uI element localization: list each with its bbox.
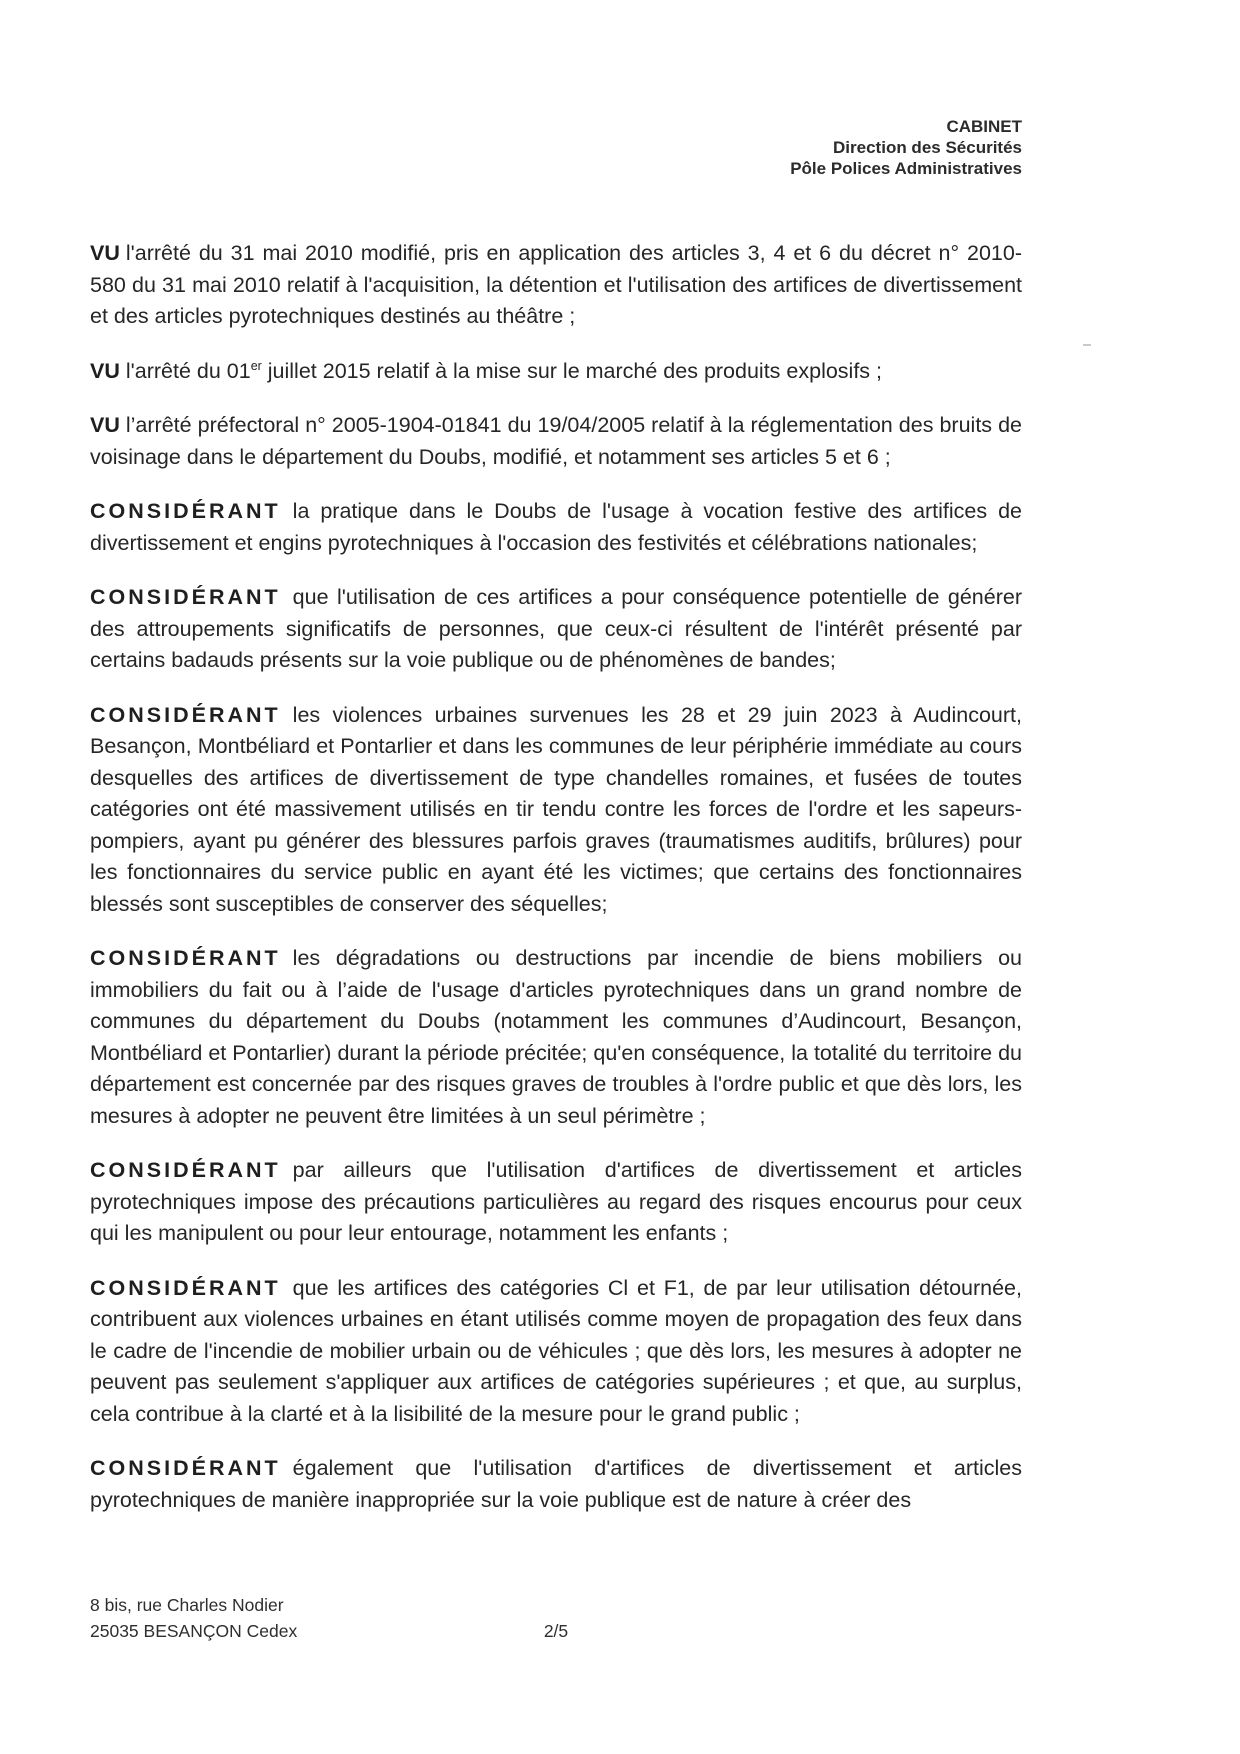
letterhead (790, 116, 1022, 179)
considerant-label: CONSIDÉRANT (90, 1456, 281, 1480)
paragraph-text (126, 359, 882, 383)
footer-address-city: 25035 BESANÇON Cedex (90, 1621, 298, 1641)
vu-label: VU (90, 241, 120, 265)
considerant-paragraph-6 (90, 1273, 1022, 1431)
vu-paragraph-2 (90, 356, 1022, 388)
considerant-label: CONSIDÉRANT (90, 702, 281, 727)
considerant-paragraph-1 (90, 496, 1022, 559)
paragraph-text: également que l'utilisation d'artifices de divertissement et articles pyrotechniques de manière inappropriée sur la voie publique est de nature à créer des (90, 1456, 1022, 1512)
footer-address-street: 8 bis, rue Charles Nodier (90, 1595, 284, 1615)
paragraph-text: l’arrêté préfectoral n° 2005-1904-01841 du 19/04/2005 relatif à la réglementation des bruits de voisinage dans le département du Doubs, modifié, et notamment ses articles 5 et 6 ; (90, 413, 1022, 469)
paragraph-text: la pratique dans le Doubs de l'usage à vocation festive des artifices de divertissement et engins pyrotechniques à l'occasion des festivités et célébrations nationales; (90, 499, 1022, 555)
document-body (90, 238, 1022, 1539)
scan-artifact (1083, 344, 1091, 346)
paragraph-text: que l'utilisation de ces artifices a pour conséquence potentielle de générer des attroupements significatifs de personnes, que ceux-ci résultent de l'intérêt présenté par certains badauds présents sur la voie publique ou de phénomènes de bandes; (90, 585, 1022, 672)
ordinal-superscript: er (250, 358, 262, 373)
considerant-paragraph-2 (90, 582, 1022, 677)
paragraph-text: que les artifices des catégories Cl et F1, de par leur utilisation détournée, contribuent aux violences urbaines en étant utilisés comme moyen de propagation des feux dans le cadre de l'incendie de mobilier urbain ou de véhicules ; que dès lors, les mesures à adopter ne peuvent pas seulement s'appliquer aux artifices de catégories supérieures ; et que, au surplus, cela contribue à la clarté et à la lisibilité de la mesure pour le grand public ; (90, 1275, 1022, 1426)
vu-label: VU (90, 413, 120, 437)
vu-paragraph-3 (90, 410, 1022, 473)
considerant-paragraph-4 (90, 943, 1022, 1132)
letterhead-direction: Direction des Sécurités (833, 138, 1022, 157)
considerant-label: CONSIDÉRANT (90, 1275, 281, 1300)
paragraph-text-post: juillet 2015 relatif à la mise sur le marché des produits explosifs ; (261, 358, 883, 383)
paragraph-text-pre: l'arrêté du 01 (125, 358, 251, 383)
considerant-paragraph-5 (90, 1155, 1022, 1250)
paragraph-text: les violences urbaines survenues les 28 et 29 juin 2023 à Audincourt, Besançon, Montbéliard et Pontarlier et dans les communes de leur périphérie immédiate au cours desquelles des artifices de divertissement de type chandelles romaines, et fusées de toutes catégories ont été massivement utilisés en tir tendu contre les forces de l'ordre et les sapeurs-pompiers, ayant pu générer des blessures parfois graves (traumatismes auditifs, brûlures) pour les fonctionnaires du service public en ayant été les victimes; que certains des fonctionnaires blessés sont susceptibles de conserver des séquelles; (90, 702, 1022, 916)
paragraph-text: par ailleurs que l'utilisation d'artifices de divertissement et articles pyrotechniques impose des précautions particulières au regard des risques encourus pour ceux qui les manipulent ou pour leur entourage, notamment les enfants ; (90, 1158, 1022, 1245)
paragraph-text: l'arrêté du 31 mai 2010 modifié, pris en application des articles 3, 4 et 6 du décret n° 2010-580 du 31 mai 2010 relatif à l'acquisition, la détention et l'utilisation des artifices de divertissement et des articles pyrotechniques destinés au théâtre ; (90, 241, 1022, 328)
vu-label: VU (90, 358, 120, 383)
considerant-paragraph-7 (90, 1453, 1022, 1516)
page-number: 2/5 (543, 1621, 569, 1641)
considerant-label: CONSIDÉRANT (90, 585, 281, 609)
considerant-label: CONSIDÉRANT (90, 499, 281, 523)
considerant-paragraph-3 (90, 700, 1022, 921)
considerant-label: CONSIDÉRANT (90, 1158, 281, 1182)
considerant-label: CONSIDÉRANT (90, 946, 281, 970)
vu-paragraph-1 (90, 238, 1022, 333)
paragraph-text: les dégradations ou destructions par incendie de biens mobiliers ou immobiliers du fait ou à l’aide de l'usage d'articles pyrotechniques dans un grand nombre de communes du département du Doubs (notamment les communes d’Audincourt, Besançon, Montbéliard et Pontarlier) durant la période précitée; qu'en conséquence, la totalité du territoire du département est concernée par des risques graves de troubles à l'ordre public et que dès lors, les mesures à adopter ne peuvent être limitées à un seul périmètre ; (90, 946, 1022, 1128)
letterhead-cabinet: CABINET (946, 117, 1022, 136)
letterhead-pole: Pôle Polices Administratives (790, 159, 1022, 178)
